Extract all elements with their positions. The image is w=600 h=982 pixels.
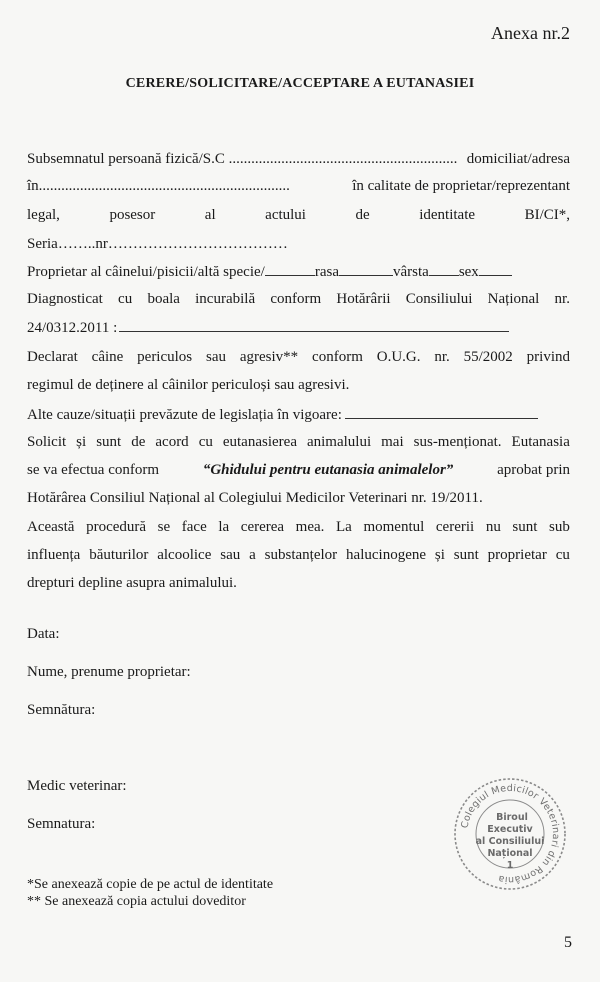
word: agresiv** — [239, 349, 299, 365]
word: Național — [487, 291, 540, 307]
line-hotararea: Hotărârea Consiliul Național al Colegiului Medicilor Veterinari nr. 19/2011. — [27, 490, 483, 506]
word: cererea — [240, 519, 285, 535]
word: halucinogene — [346, 547, 427, 563]
word: posesor — [109, 207, 156, 223]
guide-title: “Ghidului pentru eutanasia animalelor” — [202, 462, 454, 478]
word: eutanasierea — [222, 434, 297, 450]
stamp-ring-text: Colegiul Medicilor Veterinari din România — [459, 782, 562, 886]
blank-line — [479, 262, 512, 276]
word: animalului — [306, 434, 372, 450]
word: cu — [555, 547, 570, 563]
line-seria: Seria……..nr……………………………… — [27, 236, 288, 252]
word: acord — [155, 434, 189, 450]
word: Diagnosticat — [27, 291, 103, 307]
word: sus-menționat. — [413, 434, 502, 450]
line-drepturi: drepturi depline asupra animalului. — [27, 575, 237, 591]
footnote-2: ** Se anexează copia actului doveditor — [27, 894, 246, 909]
word: mea. — [295, 519, 325, 535]
blank-line — [265, 262, 315, 276]
field-semnatura-medic: Semnatura: — [27, 816, 96, 832]
blank-line — [429, 262, 459, 276]
word: sunt — [453, 547, 479, 563]
page-number: 5 — [564, 934, 572, 951]
word: conform — [312, 349, 363, 365]
word: Această — [27, 519, 75, 535]
word: momentul — [363, 519, 425, 535]
field-data: Data: — [27, 626, 60, 642]
word: conform — [270, 291, 322, 307]
word: Eutanasia — [511, 434, 570, 450]
blank-line — [339, 262, 393, 276]
word: cu — [198, 434, 213, 450]
word: substanțelor — [264, 547, 338, 563]
line-regimul: regimul de deținere al câinilor periculoși sau agresivi. — [27, 377, 350, 393]
word: incurabilă — [195, 291, 256, 307]
word: nu — [485, 519, 501, 535]
line-declarat — [27, 348, 570, 366]
word: Declarat — [27, 349, 78, 365]
word: legal, — [27, 207, 60, 223]
line-procedura — [27, 518, 570, 536]
word: băuturilor — [89, 547, 149, 563]
line-text: 24/0312.2011 : — [27, 320, 118, 336]
word: de — [131, 434, 146, 450]
word: privind — [526, 349, 570, 365]
line-text: se va efectua conform — [27, 462, 160, 478]
word: nr. — [554, 291, 570, 307]
stamp-graphic — [452, 776, 568, 892]
stamp-line: al Consiliului — [475, 836, 545, 847]
word: al — [204, 207, 216, 223]
word: se — [157, 519, 171, 535]
line-text: sex — [458, 264, 479, 280]
field-medic-veterinar: Medic veterinar: — [27, 778, 127, 794]
word: mai — [381, 434, 404, 450]
word: 55/2002 — [463, 349, 513, 365]
word: sau — [206, 349, 226, 365]
stamp-line: Executiv — [487, 824, 533, 835]
word: periculos — [137, 349, 193, 365]
word: face — [181, 519, 207, 535]
stamp-line: 1 — [506, 860, 514, 871]
line-text: vârsta — [392, 264, 429, 280]
word: Consiliului — [405, 291, 473, 307]
word: La — [336, 519, 352, 535]
line-text: rasa — [314, 264, 339, 280]
word: proprietar — [487, 547, 547, 563]
line-text: Proprietar al câinelui/pisicii/altă specie/ — [27, 264, 265, 280]
line-proprietar — [27, 262, 512, 281]
word: cererii — [435, 519, 475, 535]
line-ghid — [27, 461, 570, 479]
line-legal — [27, 206, 570, 224]
official-stamp — [452, 776, 568, 892]
word: Hotărârii — [336, 291, 391, 307]
word: a — [249, 547, 256, 563]
annex-label: Anexa nr.2 — [491, 23, 570, 43]
line-hotarare-date — [27, 318, 509, 337]
word: boala — [147, 291, 180, 307]
line-influenta — [27, 546, 570, 564]
stamp-line: Național — [487, 848, 533, 859]
word: procedură — [86, 519, 147, 535]
word: alcoolice — [157, 547, 212, 563]
word: influența — [27, 547, 81, 563]
word: actului — [265, 207, 306, 223]
document-title: CERERE/SOLICITARE/ACCEPTARE A EUTANASIEI — [125, 76, 475, 91]
line-solicit — [27, 433, 570, 451]
field-semnatura-proprietar: Semnătura: — [27, 702, 96, 718]
line-alte-cauze — [27, 405, 538, 424]
word: nr. — [434, 349, 450, 365]
line-text: în calitate de proprietar/reprezentant — [352, 178, 570, 194]
word: și — [434, 547, 445, 563]
stamp-line: Biroul — [496, 812, 528, 823]
word: O.U.G. — [376, 349, 421, 365]
word: de — [355, 207, 370, 223]
line-text: domiciliat/adresa — [466, 151, 570, 167]
word: sub — [549, 519, 570, 535]
line-in-calitate — [27, 177, 570, 195]
word: Solicit — [27, 434, 67, 450]
blank-line — [119, 318, 509, 332]
word: sunt — [512, 519, 538, 535]
word: sau — [220, 547, 241, 563]
word: BI/CI*, — [524, 207, 570, 223]
word: cu — [118, 291, 133, 307]
line-subsemnatul — [27, 150, 570, 168]
word: și — [76, 434, 87, 450]
line-text: Alte cauze/situații prevăzute de legislația în vigoare: — [27, 407, 342, 423]
blank-line — [345, 405, 538, 419]
line-text: aprobat prin — [497, 462, 570, 478]
field-nume-proprietar: Nume, prenume proprietar: — [27, 664, 191, 680]
word: câine — [91, 349, 124, 365]
line-text: Subsemnatul persoană fizică/S.C ............................................................. — [27, 151, 458, 167]
word: sunt — [96, 434, 122, 450]
line-text: în................................................................... — [27, 178, 290, 194]
word: la — [218, 519, 230, 535]
line-diagnosticat — [27, 290, 570, 308]
footnote-1: *Se anexează copie de pe actul de identitate — [27, 877, 274, 892]
word: identitate — [419, 207, 476, 223]
